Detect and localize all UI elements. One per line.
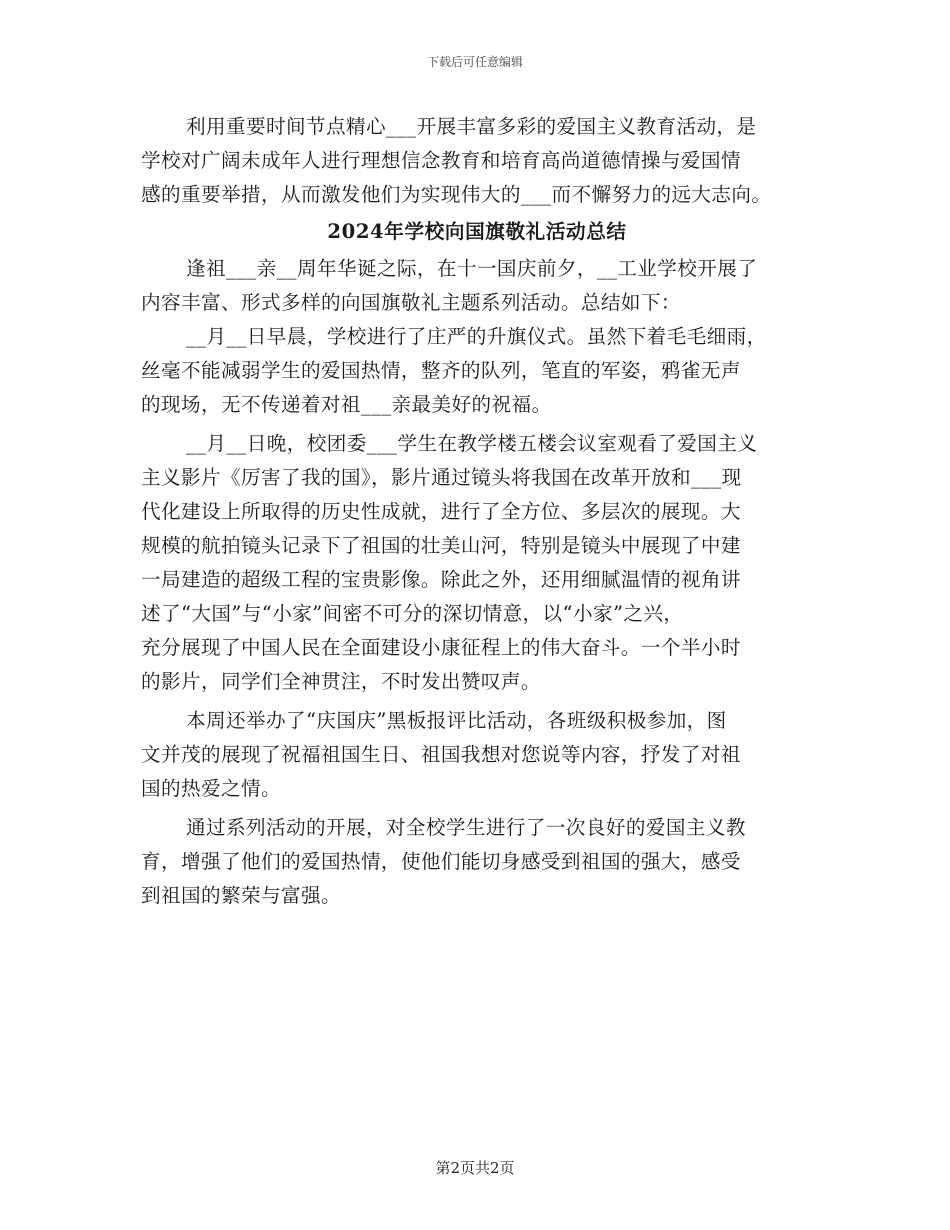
text-line: 主义影片《厉害了我的国》，影片通过镜头将我国在改革开放和___现: [141, 466, 742, 489]
text-line: 育，增强了他们的爱国热情，使他们能切身感受到祖国的强大，感受: [141, 850, 741, 873]
paragraph-blackboard-contest: [141, 704, 813, 806]
paragraph-conclusion: [141, 811, 813, 913]
document-title: 2024年学校向国旗敬礼活动总结: [327, 220, 627, 243]
text-line: 文并茂的展现了祝福祖国生日、祖国我想对您说等内容，抒发了对祖: [141, 743, 741, 766]
document-body: [141, 110, 813, 913]
text-line: 代化建设上所取得的历史性成就，进行了全方位、多层次的展现。大: [141, 500, 741, 523]
text-line: 内容丰富、形式多样的向国旗敬礼主题系列活动。总结如下：: [141, 291, 681, 314]
text-line: 国的热爱之情。: [141, 777, 281, 800]
page-number: 第2页共2页: [435, 1159, 515, 1177]
text-line: 到祖国的繁荣与富强。: [141, 884, 341, 907]
text-line: 通过系列活动的开展，对全校学生进行了一次良好的爱国主义教: [186, 816, 746, 839]
text-line: 的现场，无不传递着对祖___亲最美好的祝福。: [141, 393, 552, 416]
text-line: __月__日早晨，学校进行了庄严的升旗仪式。虽然下着毛毛细雨，: [186, 325, 767, 348]
text-line: 学校对广阔未成年人进行理想信念教育和培育高尚道德情操与爱国情: [141, 149, 741, 172]
text-line: 述了“大国”与“小家”间密不可分的深切情意，以“小家”之兴，: [141, 602, 684, 625]
text-line: 丝毫不能减弱学生的爱国热情，整齐的队列，笔直的军姿，鸦雀无声: [141, 359, 741, 382]
text-line: 本周还举办了“庆国庆”黑板报评比活动，各班级积极参加，图: [186, 709, 727, 732]
text-line: 规模的航拍镜头记录下了祖国的壮美山河，特别是镜头中展现了中建: [141, 534, 741, 557]
text-line: 利用重要时间节点精心___开展丰富多彩的爱国主义教育活动，是: [186, 115, 757, 138]
text-line: 的影片，同学们全神贯注，不时发出赞叹声。: [141, 670, 541, 693]
paragraph-opening: [141, 252, 813, 320]
text-line: 感的重要举措，从而激发他们为实现伟大的___而不懈努力的远大志向。: [141, 183, 772, 206]
paragraph-film-viewing: [141, 427, 813, 699]
paragraph-flag-ceremony: [141, 320, 813, 422]
text-line: __月__日晚，校团委___学生在教学楼五楼会议室观看了爱国主义: [186, 432, 758, 455]
text-line: 充分展现了中国人民在全面建设小康征程上的伟大奋斗。一个半小时: [141, 636, 741, 659]
page-header-note: 下载后可任意编辑: [426, 55, 523, 69]
intro-paragraph: [141, 110, 813, 212]
text-line: 一局建造的超级工程的宝贵影像。除此之外，还用细腻温情的视角讲: [141, 568, 741, 591]
text-line: 逢祖___亲__周年华诞之际，在十一国庆前夕，__工业学校开展了: [186, 257, 758, 280]
